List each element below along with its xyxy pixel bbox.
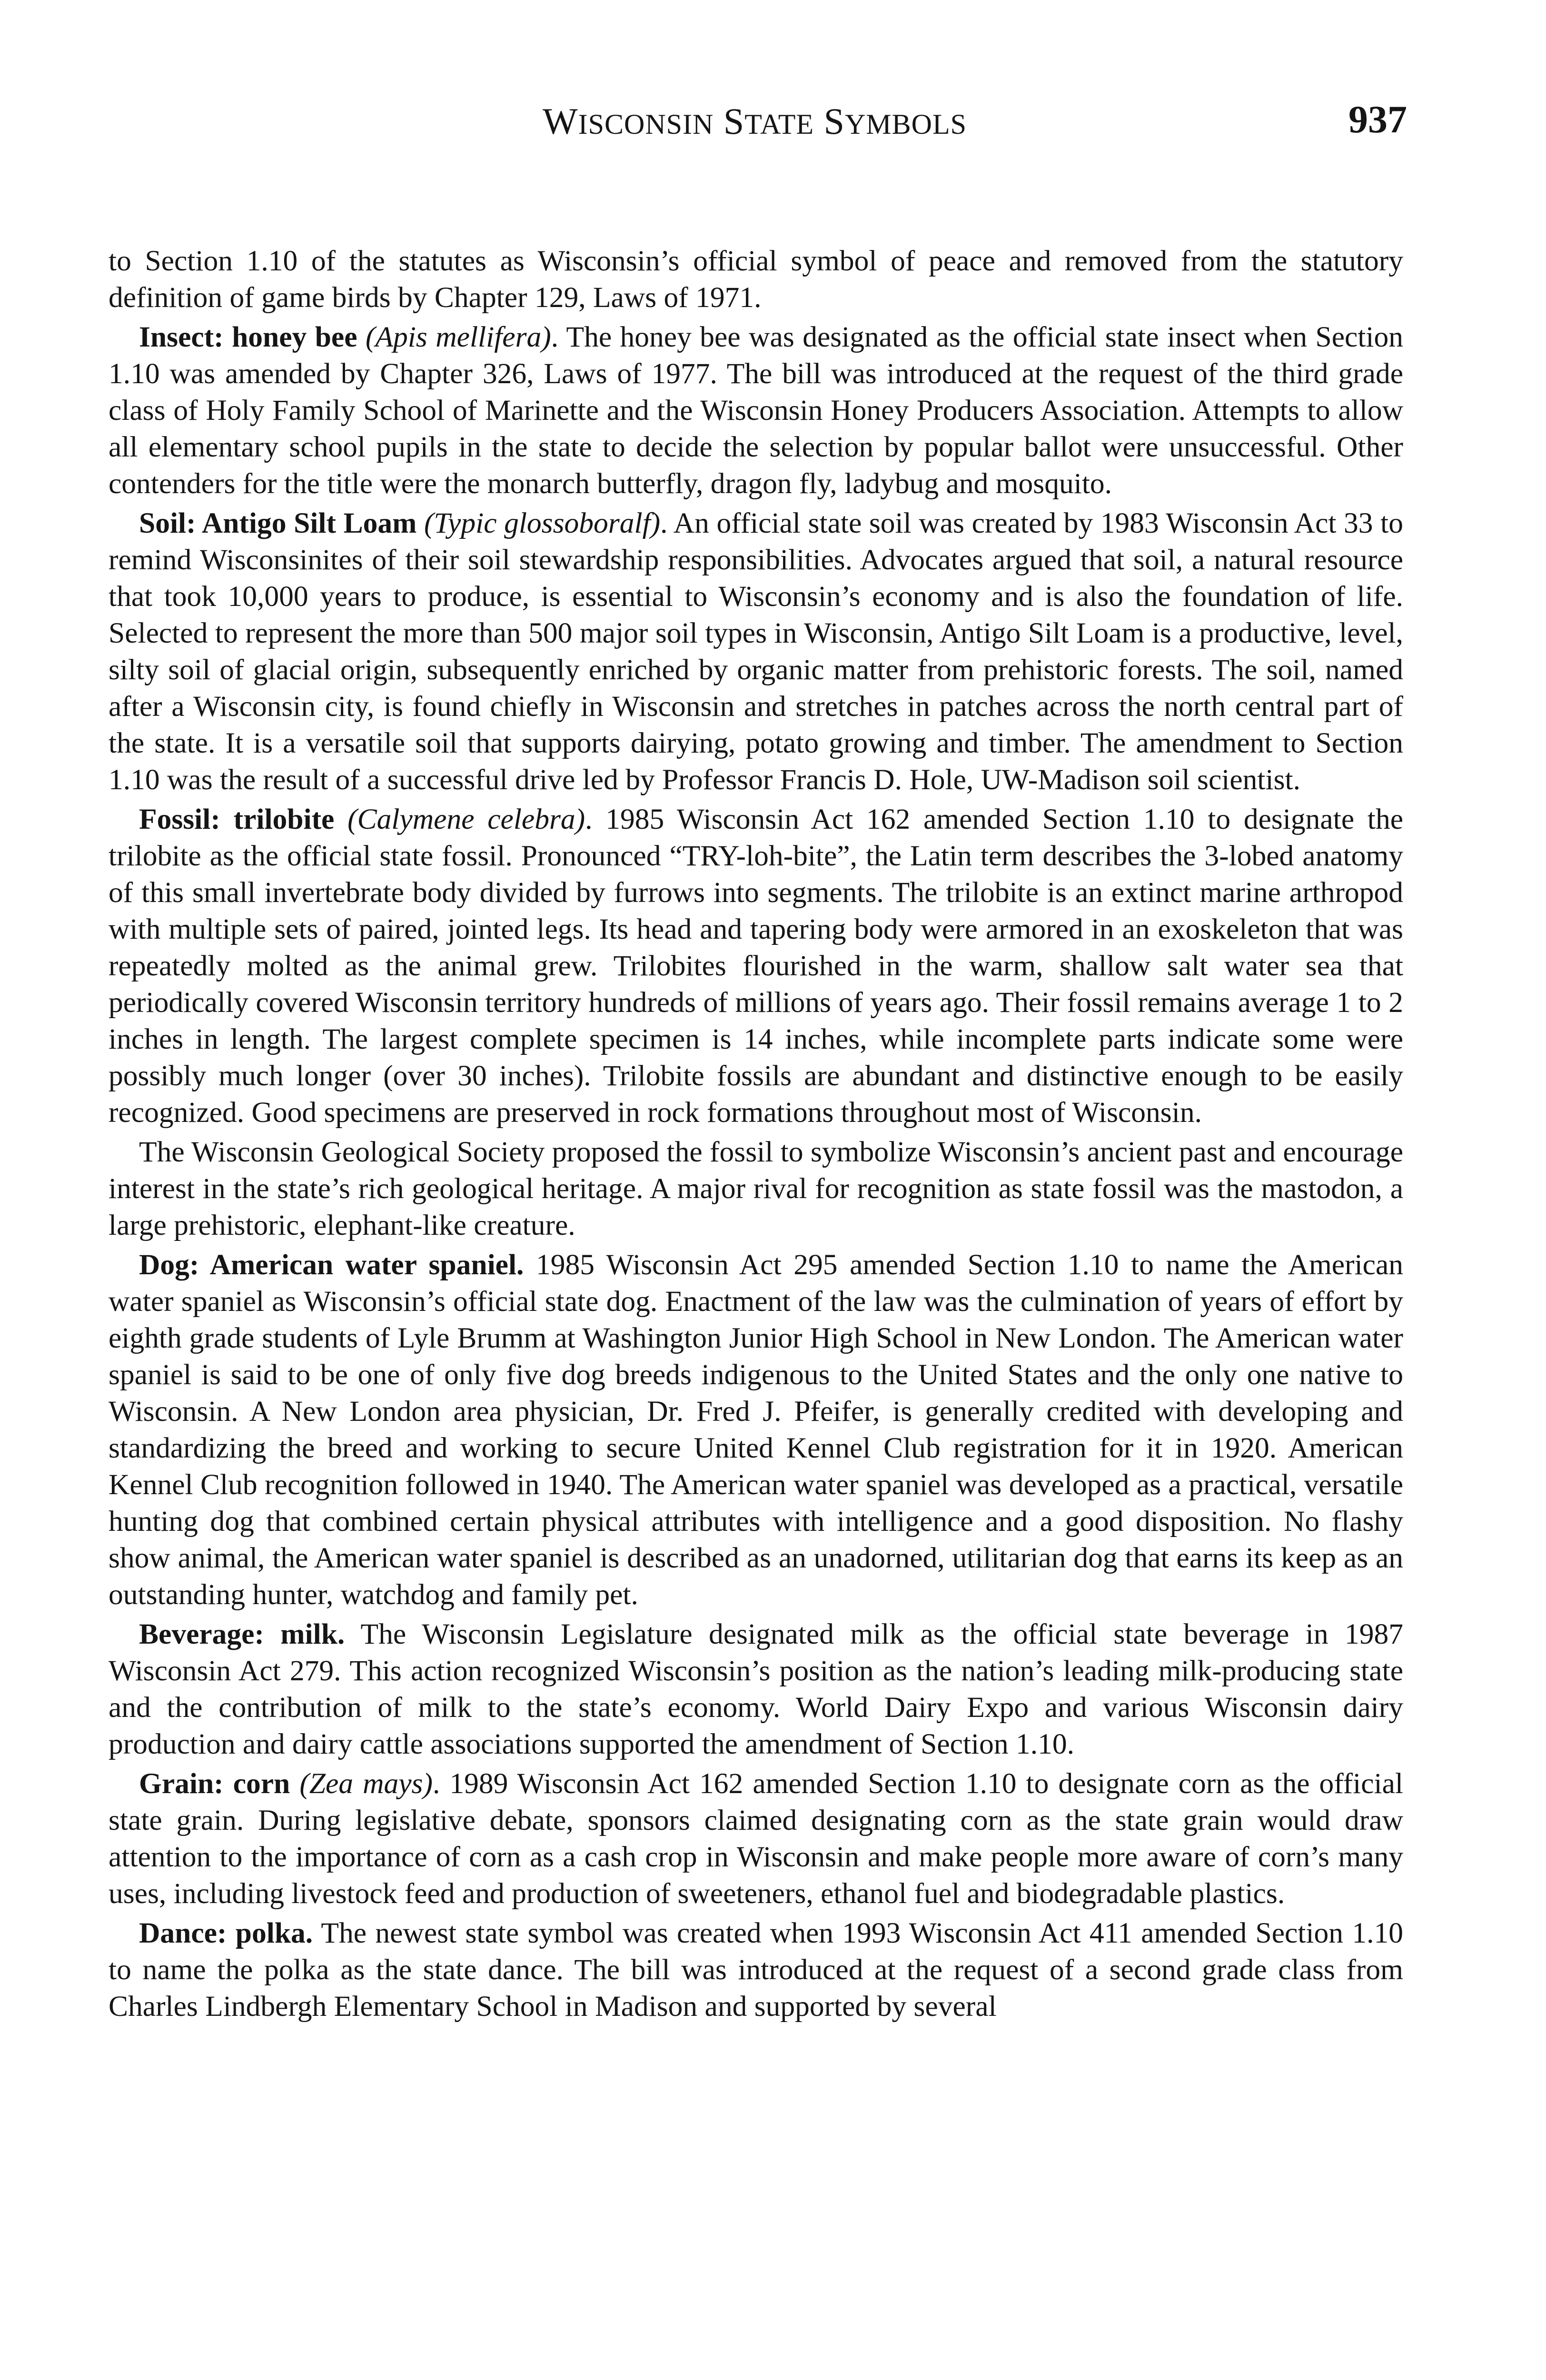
paragraph-text: The Wisconsin Geological Society proposed the fossil to symbolize Wisconsin’s ancient past and encourage interest in the state’s rich geological heritage. A major rival for recognition as state fossil was the mastodon, a large prehistoric, elephant-like creature. xyxy=(109,1136,1403,1241)
paragraph-text: to Section 1.10 of the statutes as Wisconsin’s official symbol of peace and removed from the statutory definition of game birds by Chapter 129, Laws of 1971. xyxy=(109,245,1403,314)
title-part: TATE xyxy=(744,109,814,140)
paragraph-text: . 1989 Wisconsin Act 162 amended Section 1.10 to designate corn as the official state grain. During legislative debate, sponsors claimed designating corn as the state grain would draw attention to the importance of corn as a cash crop in Wisconsin and make people more aware of corn’s many uses, including livestock feed and production of sweeteners, ethanol fuel and biodegradable plastics. xyxy=(109,1767,1403,1910)
paragraph xyxy=(109,1915,1403,2025)
paragraph xyxy=(109,1247,1403,1613)
scientific-name: (Apis mellifera) xyxy=(365,321,551,353)
symbol-term: Soil: Antigo Silt Loam xyxy=(139,507,424,539)
title-part: W xyxy=(543,100,578,142)
page-header xyxy=(0,95,1546,148)
paragraph-text: The newest state symbol was created when 1993 Wisconsin Act 411 amended Section 1.10 to name the polka as the state dance. The bill was introduced at the request of a second grade class from Charles Lindbergh Elementary School in Madison and supported by several xyxy=(109,1917,1404,2023)
paragraph-text: . An official state soil was created by 1983 Wisconsin Act 33 to remind Wisconsinites of their soil stewardship responsibilities. Advocates argued that soil, a natural resource that took 10,000 years to produce, is essential to Wisconsin’s economy and is also the foundation of life. Selected to represent the more than 500 major soil types in Wisconsin, Antigo Silt Loam is a productive, level, silty soil of glacial origin, subsequently enriched by organic matter from prehistoric forests. The soil, named after a Wisconsin city, is found chiefly in Wisconsin and stretches in patches across the north central part of the state. It is a versatile soil that supports dairying, potato growing and timber. The amendment to Section 1.10 was the result of a successful drive led by Professor Francis D. Hole, UW-Madison soil scientist. xyxy=(109,507,1403,796)
scientific-name: (Zea mays) xyxy=(299,1767,433,1800)
paragraph-text: The Wisconsin Legislature designated milk as the official state beverage in 1987 Wisconsin Act 279. This action recognized Wisconsin’s position as the nation’s leading milk-producing state and the contribution of milk to the state’s economy. World Dairy Expo and various Wisconsin dairy production and dairy cattle associations supported the amendment of Section 1.10. xyxy=(109,1618,1403,1760)
symbol-term: Insect: honey bee xyxy=(139,321,366,353)
paragraph xyxy=(109,319,1403,502)
symbol-term: Dog: American water spaniel. xyxy=(139,1249,524,1281)
paragraph-text: . 1985 Wisconsin Act 162 amended Section 1.10 to designate the trilobite as the official state fossil. Pronounced “TRY-loh-bite”, the Latin term describes the 3-lobed anatomy of this small invertebrate body divided by furrows into segments. The trilobite is an extinct marine arthropod with multiple sets of paired, jointed legs. Its head and tapering body were armored in an exoskeleton that was repeatedly molted as the animal grew. Trilobites flourished in the warm, shallow salt water sea that periodically covered Wisconsin territory hundreds of millions of years ago. Their fossil remains average 1 to 2 inches in length. The largest complete specimen is 14 inches, while incomplete parts indicate some were possibly much longer (over 30 inches). Trilobite fossils are abundant and distinctive enough to be easily recognized. Good specimens are preserved in rock formations throughout most of Wisconsin. xyxy=(109,803,1403,1129)
title-part: S xyxy=(814,100,845,142)
symbol-term: Fossil: trilobite xyxy=(139,803,348,835)
paragraph xyxy=(109,801,1403,1131)
paragraph-text: 1985 Wisconsin Act 295 amended Section 1.10 to name the American water spaniel as Wisconsin’s official state dog. Enactment of the law was the culmination of years of effort by eighth grade students of Lyle Brumm at Washington Junior High School in New London. The American water spaniel is said to be one of only five dog breeds indigenous to the United States and the only one native to Wisconsin. A New London area physician, Dr. Fred J. Pfeifer, is generally credited with developing and standardizing the breed and working to secure United Kennel Club registration for it in 1920. American Kennel Club recognition followed in 1940. The American water spaniel was developed as a practical, versatile hunting dog that combined certain physical attributes with intelligence and a good disposition. No flashy show animal, the American water spaniel is described as an unadorned, utilitarian dog that earns its keep as an outstanding hunter, watchdog and family pet. xyxy=(109,1249,1404,1611)
title-part: ISCONSIN xyxy=(578,109,714,140)
scientific-name: (Calymene celebra) xyxy=(347,803,585,835)
symbol-term: Dance: polka. xyxy=(139,1917,313,1949)
page-number: 937 xyxy=(1348,98,1407,141)
paragraph xyxy=(109,1134,1403,1244)
title-part: S xyxy=(714,100,745,142)
paragraph xyxy=(109,243,1403,316)
symbol-term: Beverage: milk. xyxy=(139,1618,345,1650)
running-title xyxy=(543,100,967,143)
title-part: YMBOLS xyxy=(844,109,967,140)
scientific-name: (Typic glossoboralf) xyxy=(424,507,661,539)
paragraph xyxy=(109,1765,1403,1912)
symbol-term: Grain: corn xyxy=(139,1767,300,1800)
body-text xyxy=(109,243,1403,2025)
paragraph xyxy=(109,1616,1403,1763)
paragraph xyxy=(109,505,1403,798)
paragraph-text: . The honey bee was designated as the official state insect when Section 1.10 was amended by Chapter 326, Laws of 1977. The bill was introduced at the request of the third grade class of Holy Family School of Marinette and the Wisconsin Honey Producers Association. Attempts to allow all elementary school pupils in the state to decide the selection by popular ballot were unsuccessful. Other contenders for the title were the monarch butterfly, dragon fly, ladybug and mosquito. xyxy=(109,321,1403,500)
